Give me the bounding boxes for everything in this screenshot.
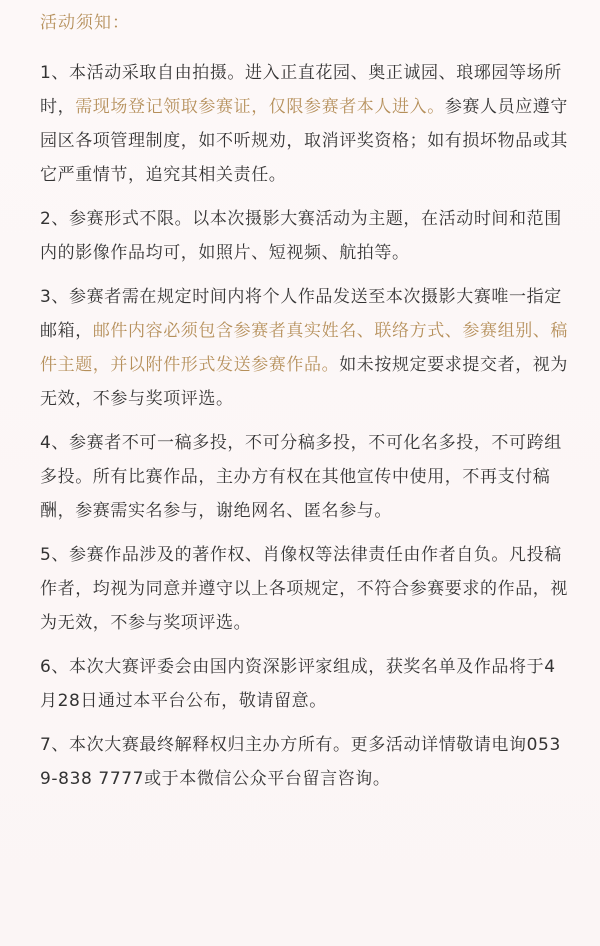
notice-heading: 活动须知：	[40, 13, 130, 33]
rule-item-4	[40, 426, 570, 528]
rule-highlight: 邮件内容必须包含参赛者真实姓名、联络方式、参赛组别、稿件主题，并以附件形式发送参赛作品。	[40, 321, 569, 375]
rule-text-after: 如未按规定要求提交者，视为无效，不参与奖项评选。	[40, 355, 569, 409]
rule-item-1	[40, 56, 570, 192]
rule-item-6	[40, 650, 570, 718]
rule-text: 3、参赛者需在规定时间内将个人作品发送至本次摄影大赛唯一指定邮箱，	[40, 287, 562, 341]
rule-item-2	[40, 202, 570, 270]
rule-text: 1、本活动采取自由拍摄。进入正直花园、奥正诚园、琅琊园等场所时，	[40, 63, 562, 117]
rule-item-3	[40, 280, 570, 416]
rule-highlight: 需现场登记领取参赛证，仅限参赛者本人进入。	[75, 97, 445, 117]
rule-text: 2、参赛形式不限。以本次摄影大赛活动为主题，在活动时间和范围内的影像作品均可，如照片、短视频、航拍等。	[40, 209, 562, 263]
rule-item-5	[40, 538, 570, 640]
rule-item-7	[40, 728, 570, 796]
rule-text-after: 参赛人员应遵守园区各项管理制度，如不听规劝，取消评奖资格；如有损坏物品或其它严重情节，追究其相关责任。	[40, 97, 569, 185]
rule-text: 4、参赛者不可一稿多投，不可分稿多投，不可化名多投，不可跨组多投。所有比赛作品，主办方有权在其他宣传中使用，不再支付稿酬，参赛需实名参与，谢绝网名、匿名参与。	[40, 433, 562, 521]
rule-text: 7、本次大赛最终解释权归主办方所有。更多活动详情敬请电询0539-838 7777或于本微信公众平台留言咨询。	[40, 735, 561, 789]
rule-text: 5、参赛作品涉及的著作权、肖像权等法律责任由作者自负。凡投稿作者，均视为同意并遵守以上各项规定，不符合参赛要求的作品，视为无效，不参与奖项评选。	[40, 545, 568, 633]
rule-text: 6、本次大赛评委会由国内资深影评家组成，获奖名单及作品将于4月28日通过本平台公布，敬请留意。	[40, 657, 556, 711]
